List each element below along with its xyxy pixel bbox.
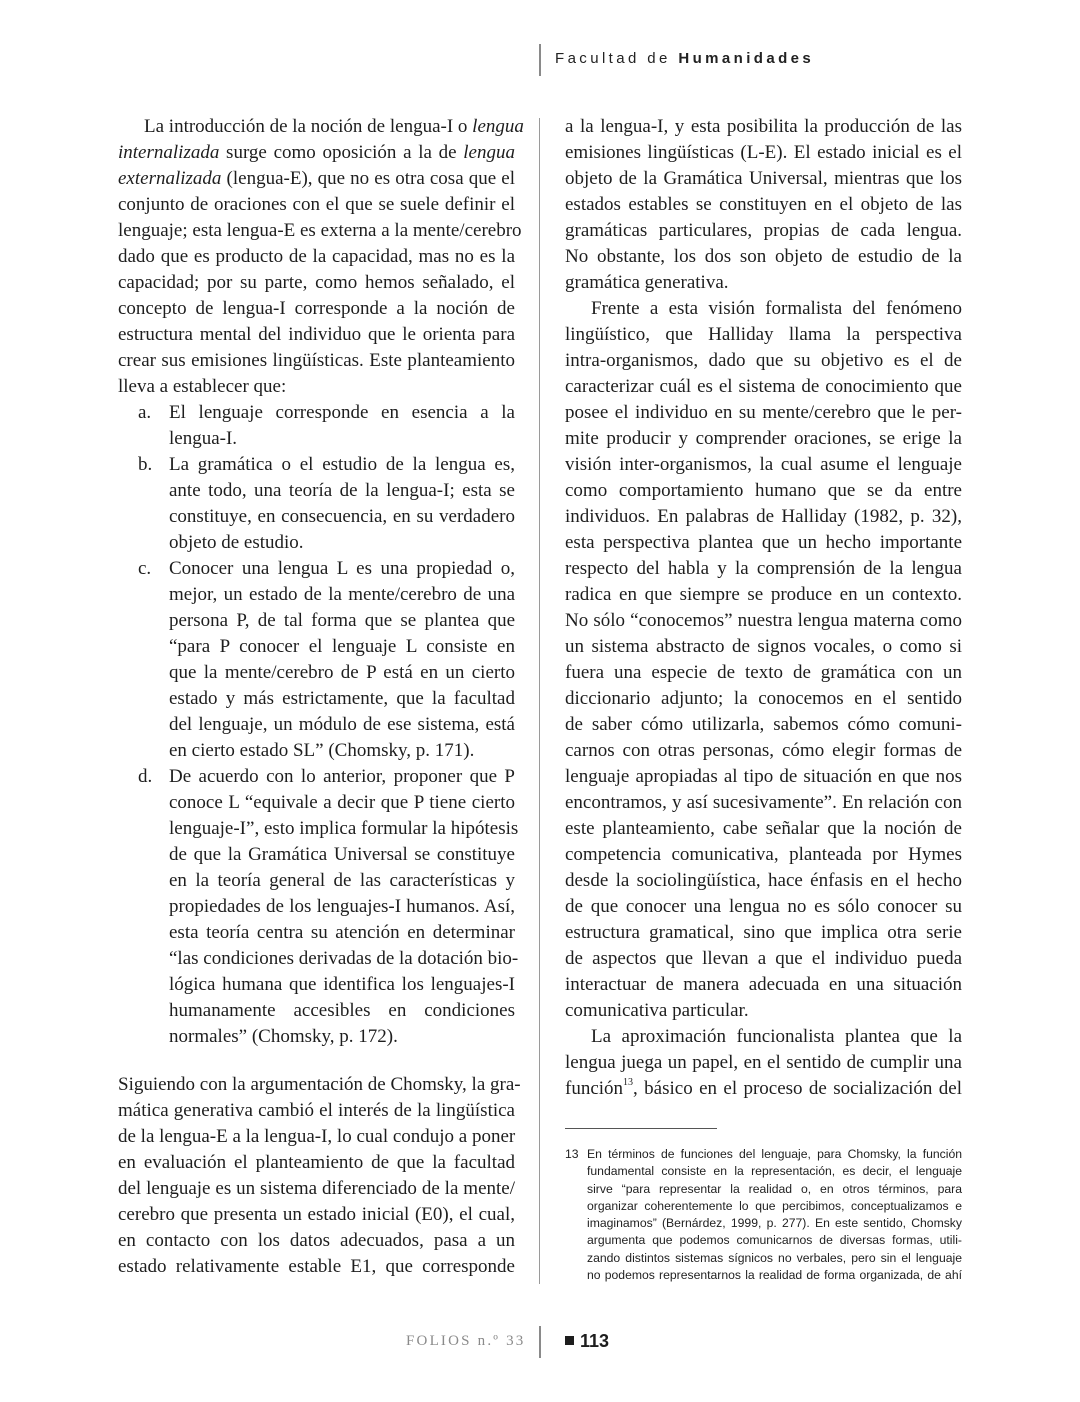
closing-paragraph [118, 1072, 521, 1280]
text-line: del lenguaje, un módulo de ese sistema, está [169, 714, 515, 735]
text-line: “para P conocer el lenguaje L consiste en [169, 636, 515, 657]
text-line: mite producir y comprender oraciones, se erige la [565, 428, 962, 449]
text-line: lenguaje; esta lengua-E es externa a la mente/cerebro [118, 220, 522, 241]
text-line: gramática generativa. [565, 272, 729, 293]
footnote-rule [565, 1128, 717, 1129]
text-line: lenguaje apropiadas al tipo de situación en que nos [565, 766, 962, 787]
text-line: encontramos, y así sucesivamente”. En relación con [565, 792, 962, 813]
footnote-line: sirve “para representar la realidad o, en otros términos, para [587, 1181, 962, 1196]
italic-term: internalizada [118, 142, 220, 163]
text-line: mática generativa cambió el interés de la lingüística [118, 1100, 515, 1121]
text-line: d. De acuerdo con lo anterior, proponer que P [118, 764, 515, 790]
faculty-prefix: Facultad de [555, 50, 671, 67]
text-line: lenguaje-I”, esto implica formular la hipótesis [169, 818, 519, 839]
intro-paragraph [118, 114, 524, 400]
text-line: lingüístico, que Halliday llama la perspectiva [565, 324, 962, 345]
list-marker: c. [138, 558, 152, 579]
text-line: posee el individuo en su mente/cerebro que le per- [565, 402, 962, 423]
text-line: un sistema abstracto de signos vocales, o como si [565, 636, 962, 657]
text-line: estado y más estrictamente, que la facultad [169, 688, 515, 709]
text-line: “las condiciones derivadas de la dotación bio- [169, 948, 519, 969]
text-line: lengua-I. [169, 428, 238, 449]
text-line: que la mente/cerebro de P está en un cierto [169, 662, 515, 683]
faculty-title [555, 50, 814, 67]
footnote-ref-link[interactable]: 13 [623, 1076, 634, 1088]
paragraph-3 [565, 1024, 962, 1102]
text-line: No sólo “conocemos” nuestra lengua materna como [565, 610, 962, 631]
text-line: capacidad; por su parte, como hemos señalado, el [118, 272, 515, 293]
text-line: b. La gramática o el estudio de la lengua es, [118, 452, 515, 478]
text-line: de aspectos que llevan a que el individuo pueda [565, 948, 962, 969]
list-item-c [118, 556, 515, 764]
list-item-b [118, 452, 515, 556]
footnote-line: 13 En términos de funciones del lenguaje, para Chomsky, la función [565, 1146, 962, 1163]
text-line: lleva a establecer que: [118, 376, 287, 397]
text-line: respecto del habla y la comprensión de la lengua [565, 558, 962, 579]
text-line: normales” (Chomsky, p. 172). [169, 1026, 398, 1047]
text-line: Siguiendo con la argumentación de Chomsky, la gra- [118, 1074, 521, 1095]
italic-term: externalizada [118, 168, 222, 189]
text-line: persona P, de tal forma que se plantea que [169, 610, 515, 631]
text-line: individuos. En palabras de Halliday (1982, p. 32), [565, 506, 962, 527]
text-line: estructura gramatical, sino que implica otra serie [565, 922, 962, 943]
text-line: La introducción de la noción de lengua-I o lengua [144, 116, 524, 137]
text-line: radica en que siempre se produce en un contexto. [565, 584, 962, 605]
text-line: estados estables se constituyen en el objeto de las [565, 194, 962, 215]
paragraph-2 [565, 296, 962, 1024]
text-line: propiedades de los lenguajes-I humanos. Así, [169, 896, 515, 917]
text-line: esta perspectiva plantea que un hecho importante [565, 532, 962, 553]
right-column [565, 114, 962, 1102]
column-divider [539, 118, 540, 1284]
text-line: en evaluación el planteamiento de que la facultad [118, 1152, 515, 1173]
text-line: Frente a esta visión formalista del fenómeno [591, 298, 962, 319]
text-line: fuera una especie de texto de gramática con un [565, 662, 962, 683]
text-line: de que conocer una lengua no es sólo conocer su [565, 896, 962, 917]
italic-term: lengua [472, 116, 524, 137]
text-line: desde la sociolingüística, hace énfasis en el hecho [565, 870, 962, 891]
list [118, 400, 519, 1050]
footnote-line: argumenta que podemos comunicarnos de diversas formas, utili- [587, 1233, 962, 1248]
text-line: como comportamiento humano que se da entre [565, 480, 962, 501]
text-line: función$^{13}$, básico en el proceso de socialización del [565, 1076, 962, 1099]
text-line: objeto de estudio. [169, 532, 304, 553]
text-line: conoce L “equivale a decir que P tiene cierto [169, 792, 515, 813]
text-line: a la lengua-I, y esta posibilita la producción de las [565, 116, 962, 137]
text-line: caracterizar cuál es el sistema de conocimiento que [565, 376, 962, 397]
text-line: en la teoría general de las características y [169, 870, 515, 891]
text-line: humanamente accesibles en condiciones [169, 1000, 515, 1021]
list-marker: d. [138, 766, 153, 787]
text-line: competencia comunicativa, planteada por Hymes [565, 844, 962, 865]
footnote-line: organizar coherentemente lo que percibimos, conceptualizamos e [587, 1198, 962, 1213]
text-line: No obstante, los dos son objeto de estudio de la [565, 246, 962, 267]
text-line: conjunto de oraciones con el que se suele definir el [118, 194, 515, 215]
text-line: del lenguaje es un sistema diferenciado de la mente/ [118, 1178, 515, 1199]
text-line: este planteamiento, cabe señalar que la noción de [565, 818, 962, 839]
text-line: objeto de la Gramática Universal, mientras que los [565, 168, 962, 189]
journal-issue: FOLIOS n.º 33 [406, 1333, 526, 1349]
paragraph-1 [565, 114, 962, 296]
footnote-13 [565, 1146, 962, 1284]
text-line: internalizada surge como oposición a la de lengua [118, 142, 515, 163]
text-line: mejor, un estado de la mente/cerebro de una [169, 584, 515, 605]
text-line: dado que es producto de la capacidad, mas no es la [118, 246, 515, 267]
footnote-line: fundamental consiste en la representación, es decir, el lenguaje [587, 1164, 962, 1179]
list-item-d [118, 764, 519, 1050]
square-bullet-icon [565, 1336, 574, 1345]
text-line: en cierto estado SL” (Chomsky, p. 171). [169, 740, 475, 761]
text-line: comunicativa particular. [565, 1000, 749, 1021]
text-line: gramáticas particulares, propias de cada lengua. [565, 220, 962, 241]
list-item-a [118, 400, 515, 452]
footnote-line: zando distintos sistemas sígnicos no verbales, pero sin el lenguaje [587, 1250, 962, 1265]
text-line: intra-organismos, dado que su objetivo es el de [565, 350, 962, 371]
left-column [118, 114, 524, 1280]
paragraph-gap [118, 1050, 515, 1072]
text-line: externalizada (lengua-E), que no es otra cosa que el [118, 168, 515, 189]
text-line: interactuar de manera adecuada en una situación [565, 974, 962, 995]
text-line: lengua juega un papel, en el sentido de cumplir una [565, 1052, 962, 1073]
footnote-line: no podemos representarnos la realidad de forma organizada, de ahí [587, 1268, 962, 1283]
text-line: concepto de lengua-I corresponde a la noción de [118, 298, 515, 319]
text-line: diccionario adjunto; la conocemos en el sentido [565, 688, 962, 709]
text-line: c. Conocer una lengua L es una propiedad o, [118, 556, 515, 582]
text-line: en contacto con los datos adecuados, pasa a un [118, 1230, 515, 1251]
text-line: emisiones lingüísticas (L-E). El estado inicial es el [565, 142, 962, 163]
page-number: 113 [565, 1331, 609, 1352]
text-line: estructura mental del individuo que le orienta para [118, 324, 515, 345]
italic-term: lengua [463, 142, 515, 163]
faculty-name: Humanidades [678, 50, 815, 67]
footnote-line: imaginamos” (Bernárdez, 1999, p. 277). En este sentido, Chomsky [587, 1216, 962, 1231]
list-marker: b. [138, 454, 153, 475]
text-line: de que la Gramática Universal se constituye [169, 844, 515, 865]
text-line: La aproximación funcionalista plantea que la [591, 1026, 962, 1047]
text-line: cerebro que presenta un estado inicial (E0), el cual, [118, 1204, 515, 1225]
list-marker: a. [138, 402, 152, 423]
text-line: a. El lenguaje corresponde en esencia a la [118, 400, 515, 426]
text-line: constituye, en consecuencia, en su verdadero [169, 506, 515, 527]
text-line: lógica humana que identifica los lenguajes-I [169, 974, 515, 995]
text-line: de saber cómo utilizarla, sabemos cómo comuni- [565, 714, 962, 735]
text-line: ante todo, una teoría de la lengua-I; esta se [169, 480, 515, 501]
text-line: visión inter-organismos, la cual asume el lenguaje [565, 454, 962, 475]
text-line: esta teoría centra su atención en determinar [169, 922, 515, 943]
text-line: crear sus emisiones lingüísticas. Este planteamiento [118, 350, 515, 371]
footer-divider [539, 1326, 541, 1358]
footnote-number: 13 [565, 1147, 579, 1161]
text-line: estado relativamente estable E1, que corresponde [118, 1256, 515, 1277]
text-line: carnos con otras personas, cómo elegir formas de [565, 740, 962, 761]
running-header [539, 44, 815, 76]
text-line: de la lengua-E a la lengua-I, lo cual condujo a poner [118, 1126, 516, 1147]
